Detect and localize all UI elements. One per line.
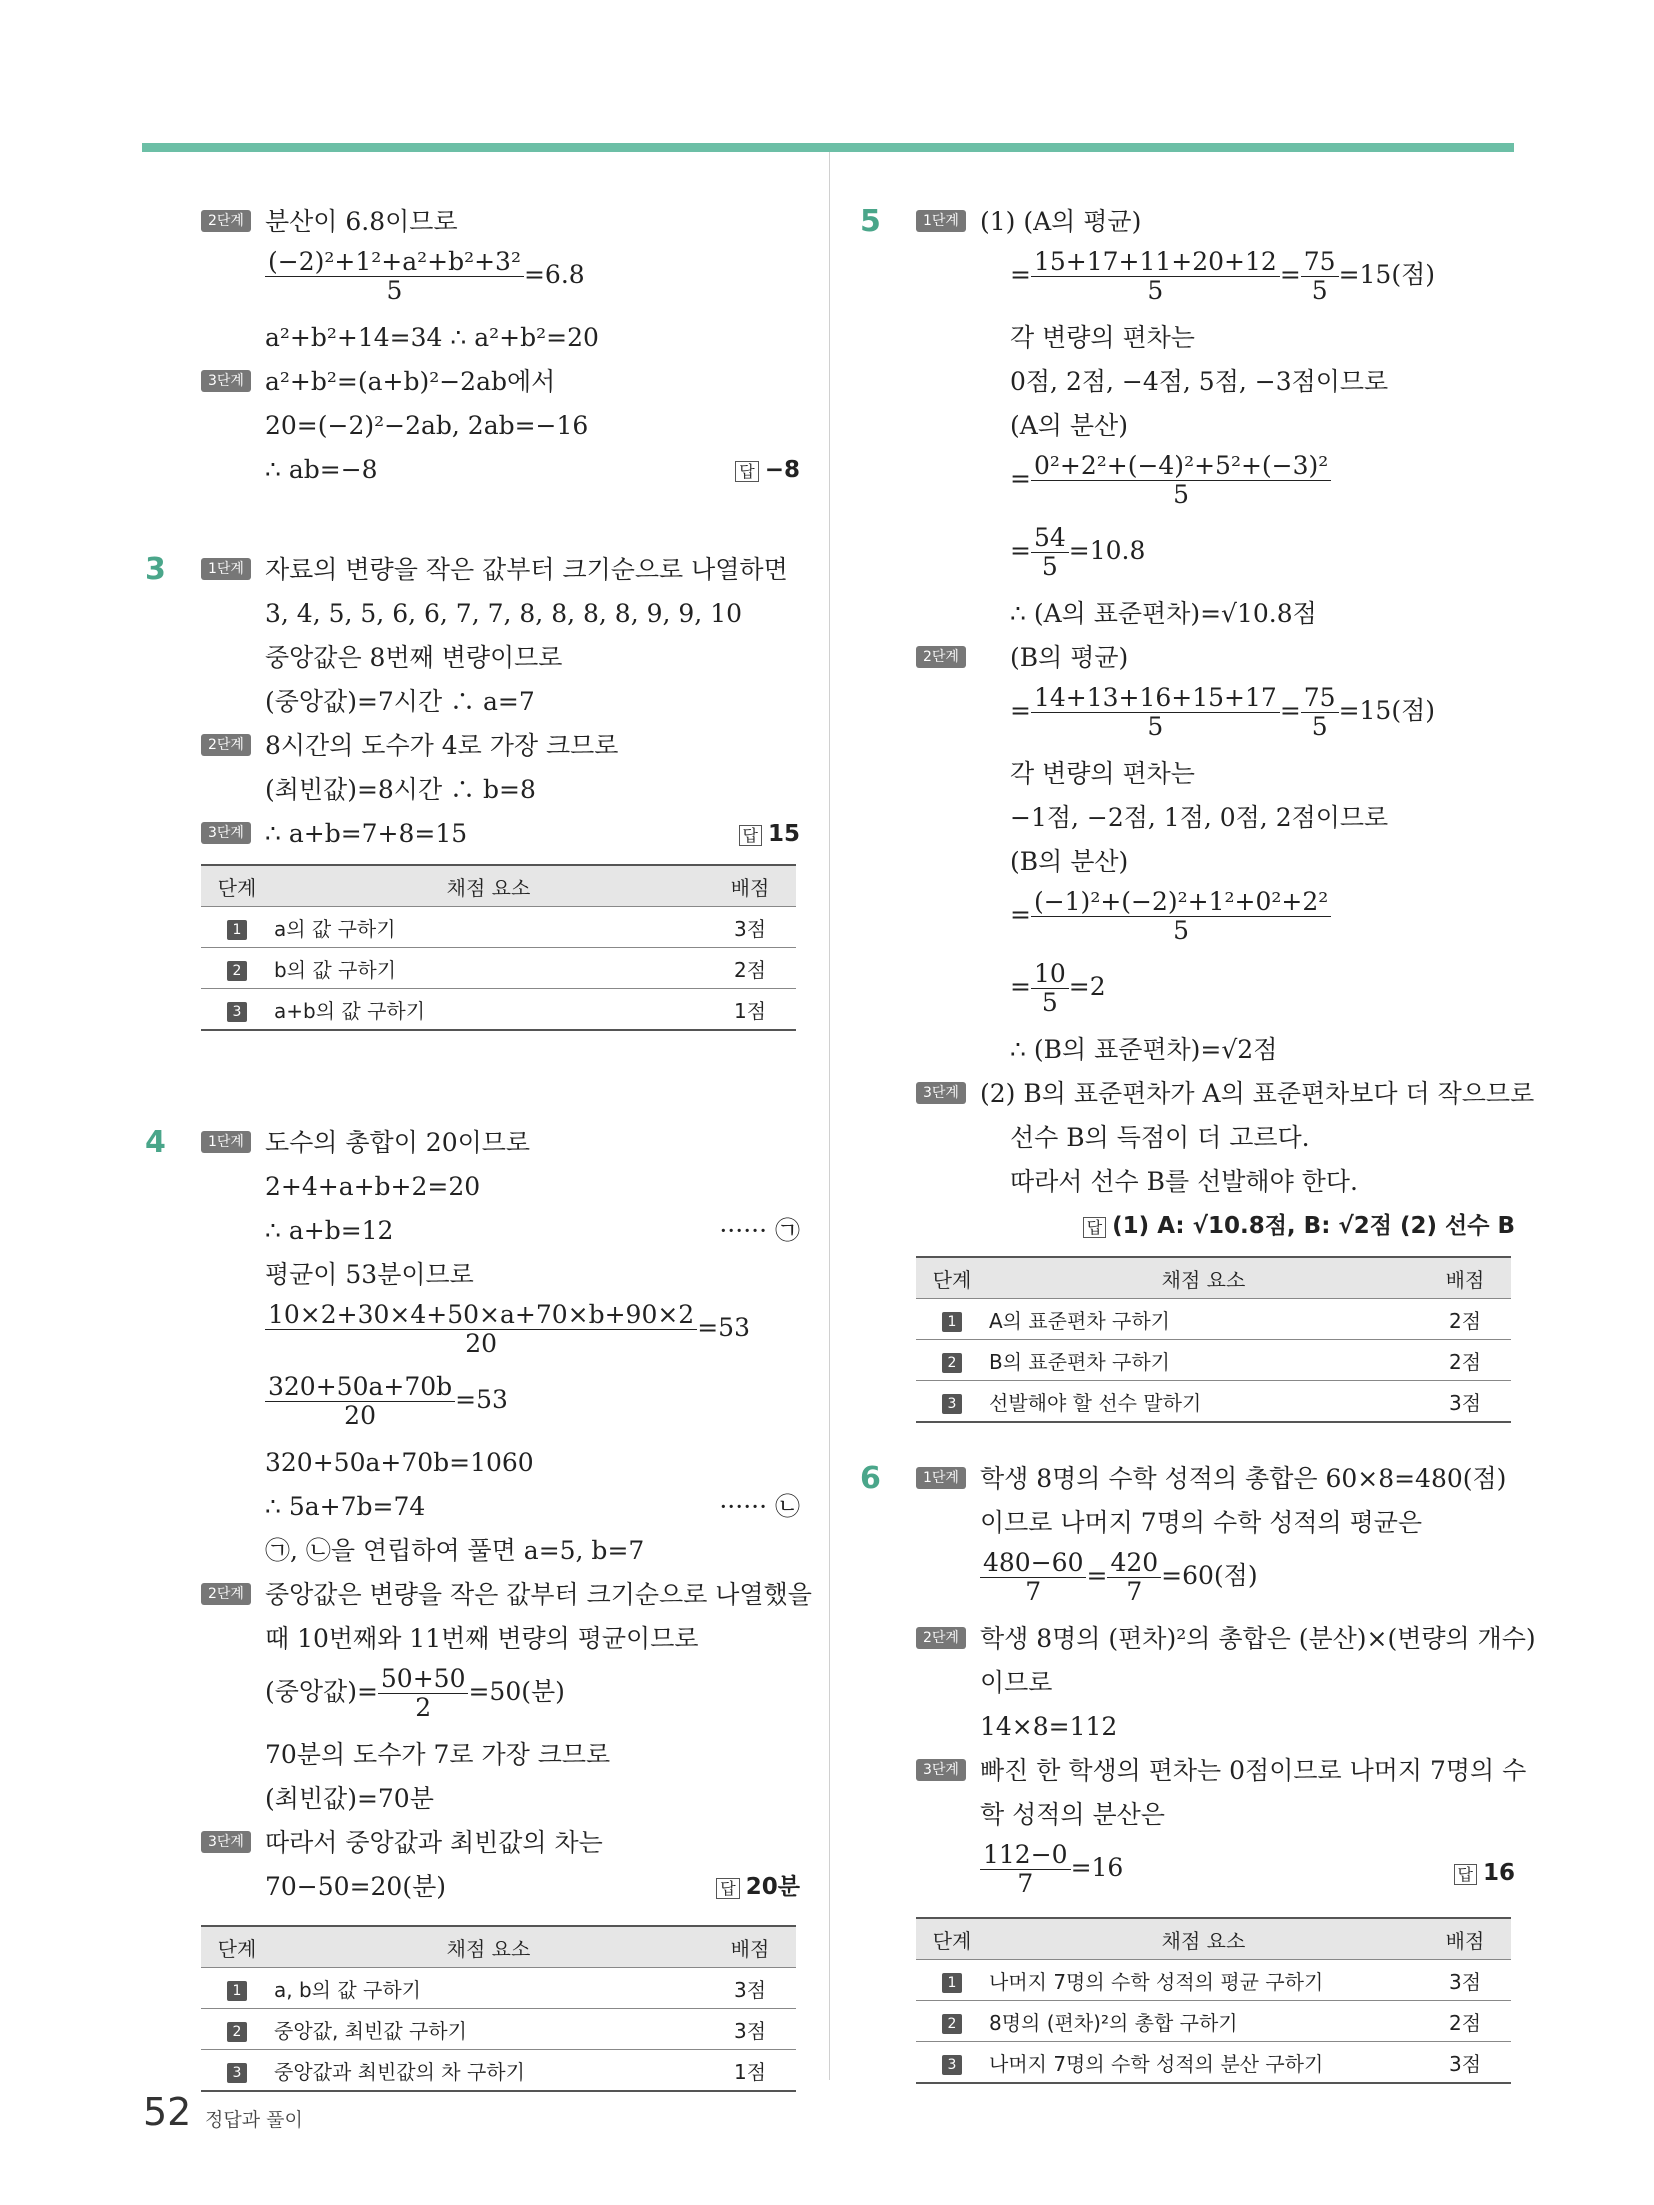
answer — [1454, 1851, 1515, 1897]
step-number: 3 — [227, 2063, 247, 2083]
frac-denominator: 7 — [1017, 1869, 1034, 1898]
solution-text: 따라서 선수 B를 선발해야 한다. — [1010, 1167, 1358, 1196]
solution-text: 학생 8명의 (편차)²의 총합은 (분산)×(변량의 개수) — [980, 1624, 1536, 1653]
frac-denominator: 5 — [1173, 480, 1190, 509]
table-cell: 중앙값, 최빈값 구하기 — [273, 2009, 704, 2050]
frac-numerator: 10×2+30×4+50×a+70×b+90×2 — [265, 1301, 697, 1330]
column-divider — [829, 152, 830, 2080]
fraction-equation: = $\frac{\text{(−1)²+(−2)²+1²+0²+2²}}{5}$ — [1010, 888, 1331, 945]
step-badge: 1단계 — [201, 558, 251, 580]
answer-value: 16 — [1482, 1860, 1515, 1886]
solution-text: ∴ (A의 표준편차)=√10.8점 — [1010, 599, 1317, 628]
frac-numerator: (−1)²+(−2)²+1²+0²+2² — [1031, 888, 1331, 917]
answer-mark-icon: 답 — [1454, 1864, 1477, 1885]
frac-denominator: 2 — [415, 1693, 432, 1722]
solution-text: 빠진 한 학생의 편차는 0점이므로 나머지 7명의 수 — [980, 1756, 1527, 1785]
frac-rhs: =10.8 — [1068, 536, 1146, 565]
step-badge: 2단계 — [201, 734, 251, 756]
table-row — [916, 1340, 1511, 1381]
step-number: 1 — [227, 920, 247, 940]
frac-rhs: =53 — [697, 1313, 750, 1342]
solution-text: 70분의 도수가 7로 가장 크므로 — [265, 1740, 611, 1769]
frac-denominator: 7 — [1126, 1577, 1143, 1606]
frac-denominator: 5 — [1041, 988, 1058, 1017]
solution-text: 20=(−2)²−2ab, 2ab=−16 — [265, 411, 589, 440]
problem-5-block — [860, 200, 1535, 1423]
fraction-equation: = $\frac{\text{0²+2²+(−4)²+5²+(−3)²}}{5}$ — [1010, 452, 1331, 509]
grading-table — [201, 864, 796, 1031]
table-cell: 1점 — [704, 2050, 796, 2092]
frac-numerator: 480−60 — [980, 1549, 1086, 1578]
frac-denominator: 20 — [344, 1401, 376, 1430]
grading-table — [916, 1917, 1511, 2084]
table-cell: 나머지 7명의 수학 성적의 평균 구하기 — [988, 1960, 1419, 2001]
table-header: 배점 — [704, 865, 796, 907]
step-badge: 2단계 — [916, 646, 966, 668]
solution-text: 학 성적의 분산은 — [980, 1800, 1165, 1829]
table-cell: 2점 — [1419, 1299, 1511, 1340]
page-footer-label: 정답과 풀이 — [205, 2109, 303, 2131]
table-cell: 나머지 7명의 수학 성적의 분산 구하기 — [988, 2042, 1419, 2084]
solution-text: 학생 8명의 수학 성적의 총합은 60×8=480(점) — [980, 1464, 1507, 1493]
frac-rhs: =60(점) — [1161, 1561, 1258, 1590]
step-number: 3 — [227, 1002, 247, 1022]
table-cell: 3점 — [704, 2009, 796, 2050]
solution-text: 따라서 중앙값과 최빈값의 차는 — [265, 1828, 603, 1857]
step-number: 2 — [227, 961, 247, 981]
solution-text: (중앙값)=7시간 ∴ a=7 — [265, 687, 535, 716]
frac-denominator: 5 — [1311, 276, 1328, 305]
problem-number: 6 — [860, 1461, 881, 1496]
grading-table — [916, 1256, 1511, 1423]
frac-numerator: 75 — [1301, 684, 1339, 713]
solution-text: ∴ a+b=12 — [265, 1216, 394, 1245]
frac-numerator: 75 — [1301, 248, 1339, 277]
answer — [716, 1865, 800, 1911]
table-cell: 3점 — [704, 907, 796, 948]
answer-value: 15 — [767, 821, 800, 847]
solution-text: (1) (A의 평균) — [980, 207, 1142, 236]
solution-text: 2+4+a+b+2=20 — [265, 1172, 481, 1201]
frac-rhs: =16 — [1070, 1853, 1124, 1882]
table-cell: 3점 — [1419, 1381, 1511, 1423]
step-badge: 3단계 — [916, 1082, 966, 1104]
step-badge: 2단계 — [201, 210, 251, 232]
frac-denominator: 5 — [1041, 552, 1058, 581]
equation-mark: ······ ㉡ — [719, 1492, 800, 1521]
table-cell: a+b의 값 구하기 — [273, 989, 704, 1031]
step-number: 3 — [942, 2055, 962, 2075]
step-number: 1 — [942, 1973, 962, 1993]
frac-numerator: 14+13+16+15+17 — [1031, 684, 1280, 713]
frac-denominator: 20 — [465, 1329, 498, 1358]
solution-text: (A의 분산) — [1010, 411, 1128, 440]
grading-table — [201, 1925, 796, 2092]
table-header: 채점 요소 — [988, 1257, 1419, 1299]
solution-text: 평균이 53분이므로 — [265, 1260, 474, 1289]
answer-mark-icon: 답 — [735, 461, 758, 482]
step-number: 2 — [942, 2014, 962, 2034]
step-number: 3 — [942, 1394, 962, 1414]
solution-text: 8시간의 도수가 4로 가장 크므로 — [265, 731, 619, 760]
solution-text: a²+b²+14=34 ∴ a²+b²=20 — [265, 323, 599, 352]
fraction-equation — [265, 1665, 565, 1722]
frac-numerator: 112−0 — [980, 1841, 1071, 1870]
frac-numerator: (−2)²+1²+a²+b²+3² — [265, 248, 524, 277]
table-row — [916, 2001, 1511, 2042]
problem-2-block — [145, 200, 800, 492]
solution-text: ∴ ab=−8 — [265, 455, 378, 484]
fraction-equation — [265, 248, 585, 305]
table-row — [201, 907, 796, 948]
table-cell: 3점 — [1419, 2042, 1511, 2084]
frac-numerator: 320+50a+70b — [265, 1373, 455, 1402]
solution-text: 14×8=112 — [980, 1712, 1118, 1741]
answer-mark-icon: 답 — [739, 825, 762, 846]
solution-text: 0점, 2점, −4점, 5점, −3점이므로 — [1010, 367, 1389, 396]
answer — [735, 448, 800, 494]
solution-text: 이므로 — [980, 1668, 1053, 1697]
solution-text: 이므로 나머지 7명의 수학 성적의 평균은 — [980, 1508, 1423, 1537]
table-header: 단계 — [916, 1257, 988, 1299]
frac-denominator: 5 — [1147, 276, 1164, 305]
solution-text: 3, 4, 5, 5, 6, 6, 7, 7, 8, 8, 8, 8, 9, 9, 10 — [265, 599, 743, 628]
table-cell: a의 값 구하기 — [273, 907, 704, 948]
step-number: 2 — [942, 1353, 962, 1373]
solution-text: ∴ (B의 표준편차)=√2점 — [1010, 1035, 1278, 1064]
fraction-equation — [265, 1373, 508, 1430]
step-badge: 1단계 — [916, 1467, 966, 1489]
step-badge: 2단계 — [201, 1583, 251, 1605]
table-cell: b의 값 구하기 — [273, 948, 704, 989]
table-header: 채점 요소 — [988, 1918, 1419, 1960]
frac-rhs: =6.8 — [523, 260, 585, 289]
table-cell: A의 표준편차 구하기 — [988, 1299, 1419, 1340]
solution-text: 각 변량의 편차는 — [1010, 759, 1195, 788]
table-row — [201, 2050, 796, 2092]
solution-text: ∴ 5a+7b=74 — [265, 1492, 426, 1521]
solution-text: (최빈값)=70분 — [265, 1784, 434, 1813]
table-row — [201, 2009, 796, 2050]
solution-text: 70−50=20(분) — [265, 1872, 446, 1901]
fraction-equation — [265, 1301, 750, 1358]
table-cell: 2점 — [1419, 1340, 1511, 1381]
top-accent-bar — [142, 143, 1514, 152]
frac-rhs: =15(점) — [1338, 696, 1435, 725]
problem-4-block — [145, 1121, 812, 2092]
frac-numerator: 0²+2²+(−4)²+5²+(−3)² — [1031, 452, 1331, 481]
table-cell: 1점 — [704, 989, 796, 1031]
problem-3-block — [145, 548, 800, 1031]
solution-text: 때 10번째와 11번째 변량의 평균이므로 — [265, 1624, 699, 1653]
right-column — [860, 200, 1536, 2084]
step-badge: 3단계 — [916, 1759, 966, 1781]
solution-text: (2) B의 표준편차가 A의 표준편차보다 더 작으므로 — [980, 1079, 1535, 1108]
frac-denominator: 5 — [386, 276, 403, 305]
solution-text: (B의 분산) — [1010, 847, 1129, 876]
table-cell: 8명의 (편차)²의 총합 구하기 — [988, 2001, 1419, 2042]
frac-numerator: 420 — [1107, 1549, 1161, 1578]
frac-denominator: 7 — [1025, 1577, 1042, 1606]
table-row — [916, 1960, 1511, 2001]
frac-rhs: =53 — [455, 1385, 508, 1414]
table-header: 단계 — [916, 1918, 988, 1960]
problem-number: 3 — [145, 552, 166, 587]
answer-value: −8 — [764, 457, 800, 483]
solution-text: 선수 B의 득점이 더 고르다. — [1010, 1123, 1310, 1152]
table-cell: 2점 — [704, 948, 796, 989]
table-header: 단계 — [201, 1926, 273, 1968]
page-number: 52 — [143, 2090, 192, 2134]
frac-numerator: 10 — [1031, 960, 1069, 989]
step-badge: 3단계 — [201, 822, 251, 844]
step-badge: 2단계 — [916, 1627, 966, 1649]
table-cell: a, b의 값 구하기 — [273, 1968, 704, 2009]
solution-text: 각 변량의 편차는 — [1010, 323, 1195, 352]
step-badge: 3단계 — [201, 1831, 251, 1853]
answer-mark-icon: 답 — [716, 1878, 739, 1899]
table-header: 채점 요소 — [273, 865, 704, 907]
solution-text: (최빈값)=8시간 ∴ b=8 — [265, 775, 536, 804]
step-badge: 1단계 — [916, 210, 966, 232]
table-header: 배점 — [1419, 1918, 1511, 1960]
solution-text: ㉠, ㉡을 연립하여 풀면 a=5, b=7 — [265, 1536, 645, 1565]
frac-lhs: (중앙값)= — [265, 1677, 378, 1706]
frac-denominator: 5 — [1311, 712, 1328, 741]
solution-text: 320+50a+70b=1060 — [265, 1448, 534, 1477]
table-row — [916, 2042, 1511, 2084]
solution-text: 자료의 변량을 작은 값부터 크기순으로 나열하면 — [265, 555, 788, 584]
table-cell: 3점 — [704, 1968, 796, 2009]
frac-rhs: =50(분) — [468, 1677, 565, 1706]
answer-value: (1) A: √10.8점, B: √2점 (2) 선수 B — [1112, 1213, 1515, 1239]
solution-text: (B의 평균) — [1010, 643, 1129, 672]
fraction-equation: $\frac{480-60}{7}$ = $\frac{420}{7}$ =60(점) — [980, 1549, 1258, 1606]
step-number: 1 — [942, 1312, 962, 1332]
table-cell: 2점 — [1419, 2001, 1511, 2042]
solution-text: a²+b²=(a+b)²−2ab에서 — [265, 367, 556, 396]
left-column — [145, 200, 812, 2092]
frac-rhs: =2 — [1068, 972, 1106, 1001]
step-badge: 1단계 — [201, 1131, 251, 1153]
frac-numerator: 15+17+11+20+12 — [1031, 248, 1280, 277]
problem-number: 5 — [860, 204, 881, 239]
fraction-equation — [980, 1841, 1123, 1898]
frac-numerator: 54 — [1031, 524, 1069, 553]
solution-text: 도수의 총합이 20이므로 — [265, 1128, 531, 1157]
solution-text: ∴ a+b=7+8=15 — [265, 819, 468, 848]
fraction-equation: = $\frac{10}{5}$ =2 — [1010, 959, 1106, 1017]
table-row — [916, 1299, 1511, 1340]
problem-6-block — [860, 1457, 1536, 2084]
solution-text: 중앙값은 8번째 변량이므로 — [265, 643, 563, 672]
table-row — [201, 948, 796, 989]
table-cell: B의 표준편차 구하기 — [988, 1340, 1419, 1381]
table-header: 단계 — [201, 865, 273, 907]
answer-mark-icon: 답 — [1083, 1217, 1106, 1238]
step-number: 2 — [227, 2022, 247, 2042]
answer-value: 20분 — [745, 1874, 800, 1900]
fraction-equation: = $\frac{15+17+11+20+12}{5}$ = $\frac{75}{5}$ =15(점) — [1010, 247, 1435, 305]
frac-numerator: 50+50 — [378, 1665, 469, 1694]
table-header: 채점 요소 — [273, 1926, 704, 1968]
step-badge: 3단계 — [201, 370, 251, 392]
fraction-equation: = $\frac{54}{5}$ =10.8 — [1010, 523, 1146, 581]
solution-text: 분산이 6.8이므로 — [265, 207, 458, 236]
table-cell: 중앙값과 최빈값의 차 구하기 — [273, 2050, 704, 2092]
table-row — [201, 989, 796, 1031]
table-header: 배점 — [1419, 1257, 1511, 1299]
table-row — [201, 1968, 796, 2009]
frac-rhs: =15(점) — [1338, 260, 1435, 289]
step-number: 1 — [227, 1981, 247, 2001]
table-header: 배점 — [704, 1926, 796, 1968]
frac-denominator: 5 — [1147, 712, 1164, 741]
answer — [739, 812, 800, 858]
table-row — [916, 1381, 1511, 1423]
fraction-equation: = $\frac{14+13+16+15+17}{5}$ = $\frac{75}{5}$ =15(점) — [1010, 683, 1435, 741]
frac-denominator: 5 — [1173, 916, 1190, 945]
answer — [1083, 1204, 1515, 1250]
solution-text: 중앙값은 변량을 작은 값부터 크기순으로 나열했을 — [265, 1580, 812, 1609]
equation-mark: ······ ㉠ — [719, 1216, 800, 1245]
solution-text: −1점, −2점, 1점, 0점, 2점이므로 — [1010, 803, 1389, 832]
table-cell: 선발해야 할 선수 말하기 — [988, 1381, 1419, 1423]
table-cell: 3점 — [1419, 1960, 1511, 2001]
problem-number: 4 — [145, 1125, 166, 1160]
